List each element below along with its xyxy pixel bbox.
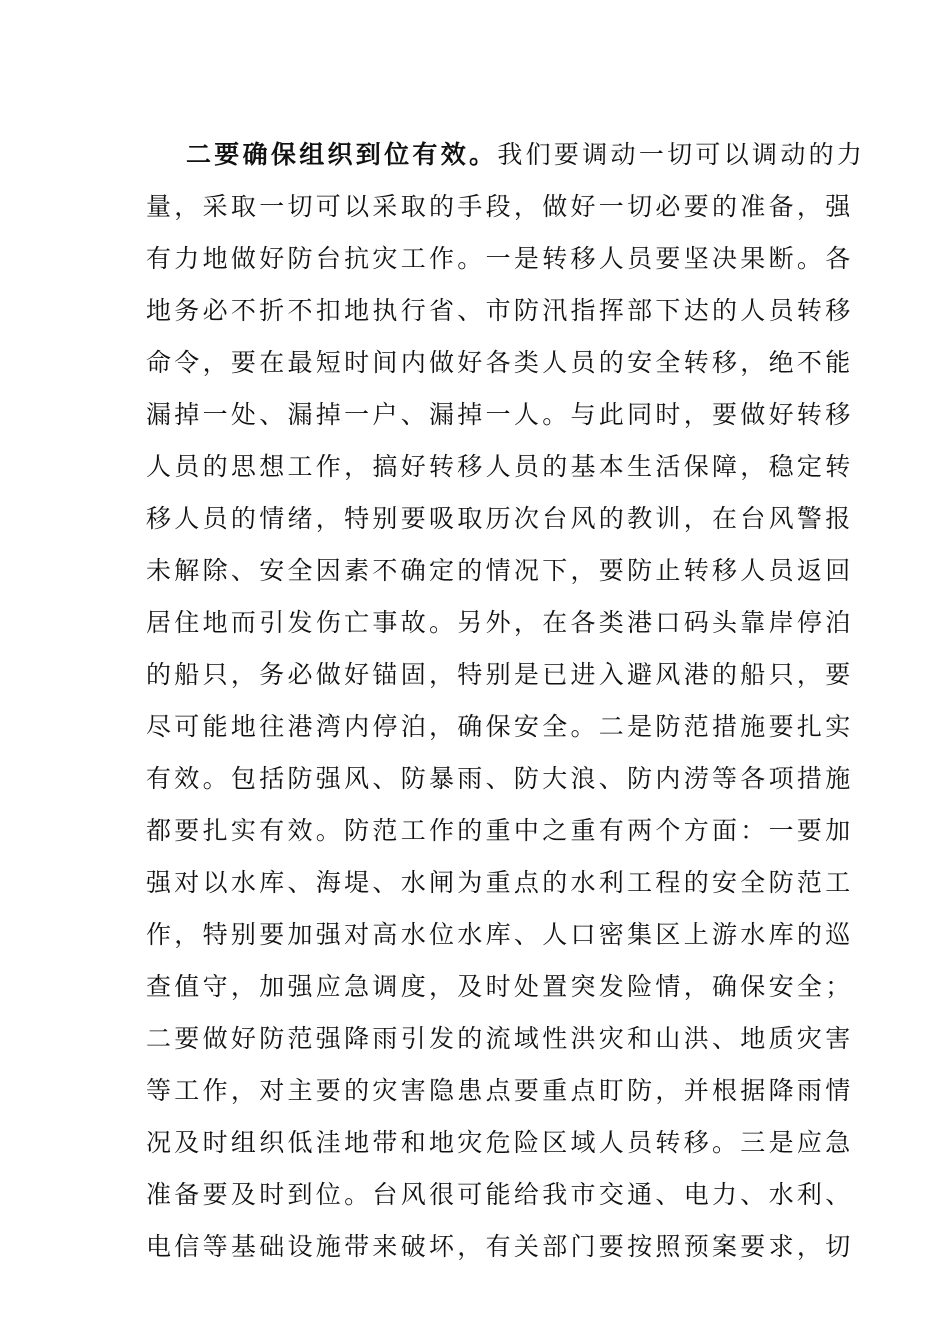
text-line: 移人员的情绪，特别要吸取历次台风的教训，在台风警报 [146, 504, 854, 533]
text-line: 地务必不折不扣地执行省、市防汛指挥部下达的人员转移 [146, 296, 854, 325]
text-line: 尽可能地往港湾内停泊，确保安全。二是防范措施要扎实 [146, 712, 854, 741]
text-line: 人员的思想工作，搞好转移人员的基本生活保障，稳定转 [146, 452, 854, 481]
text-line: 未解除、安全因素不确定的情况下，要防止转移人员返回 [146, 556, 854, 585]
paragraph-first-line [146, 129, 866, 181]
text-line: 况及时组织低洼地带和地灾危险区域人员转移。三是应急 [146, 1128, 854, 1157]
body-paragraph [146, 129, 866, 1273]
first-line-text: 我们要调动一切可以调动的力 [497, 140, 866, 169]
text-line: 都要扎实有效。防范工作的重中之重有两个方面：一要加 [146, 816, 854, 845]
lead-heading: 二要确保组织到位有效。 [186, 140, 498, 169]
text-line: 的船只，务必做好锚固，特别是已进入避风港的船只，要 [146, 660, 854, 689]
text-line: 二要做好防范强降雨引发的流域性洪灾和山洪、地质灾害 [146, 1024, 854, 1053]
text-line: 准备要及时到位。台风很可能给我市交通、电力、水利、 [146, 1180, 854, 1209]
text-line: 漏掉一处、漏掉一户、漏掉一人。与此同时，要做好转移 [146, 400, 854, 429]
text-line: 作，特别要加强对高水位水库、人口密集区上游水库的巡 [146, 920, 854, 949]
text-line: 强对以水库、海堤、水闸为重点的水利工程的安全防范工 [146, 868, 854, 897]
text-line: 有力地做好防台抗灾工作。一是转移人员要坚决果断。各 [146, 244, 854, 273]
text-line: 居住地而引发伤亡事故。另外，在各类港口码头靠岸停泊 [146, 608, 854, 637]
text-line: 命令，要在最短时间内做好各类人员的安全转移，绝不能 [146, 348, 854, 377]
text-line: 电信等基础设施带来破坏，有关部门要按照预案要求，切 [146, 1232, 854, 1261]
text-line: 等工作，对主要的灾害隐患点要重点盯防，并根据降雨情 [146, 1076, 854, 1105]
text-line: 量，采取一切可以采取的手段，做好一切必要的准备，强 [146, 192, 854, 221]
text-line: 有效。包括防强风、防暴雨、防大浪、防内涝等各项措施 [146, 764, 854, 793]
text-line: 查值守，加强应急调度，及时处置突发险情，确保安全； [146, 972, 854, 1001]
